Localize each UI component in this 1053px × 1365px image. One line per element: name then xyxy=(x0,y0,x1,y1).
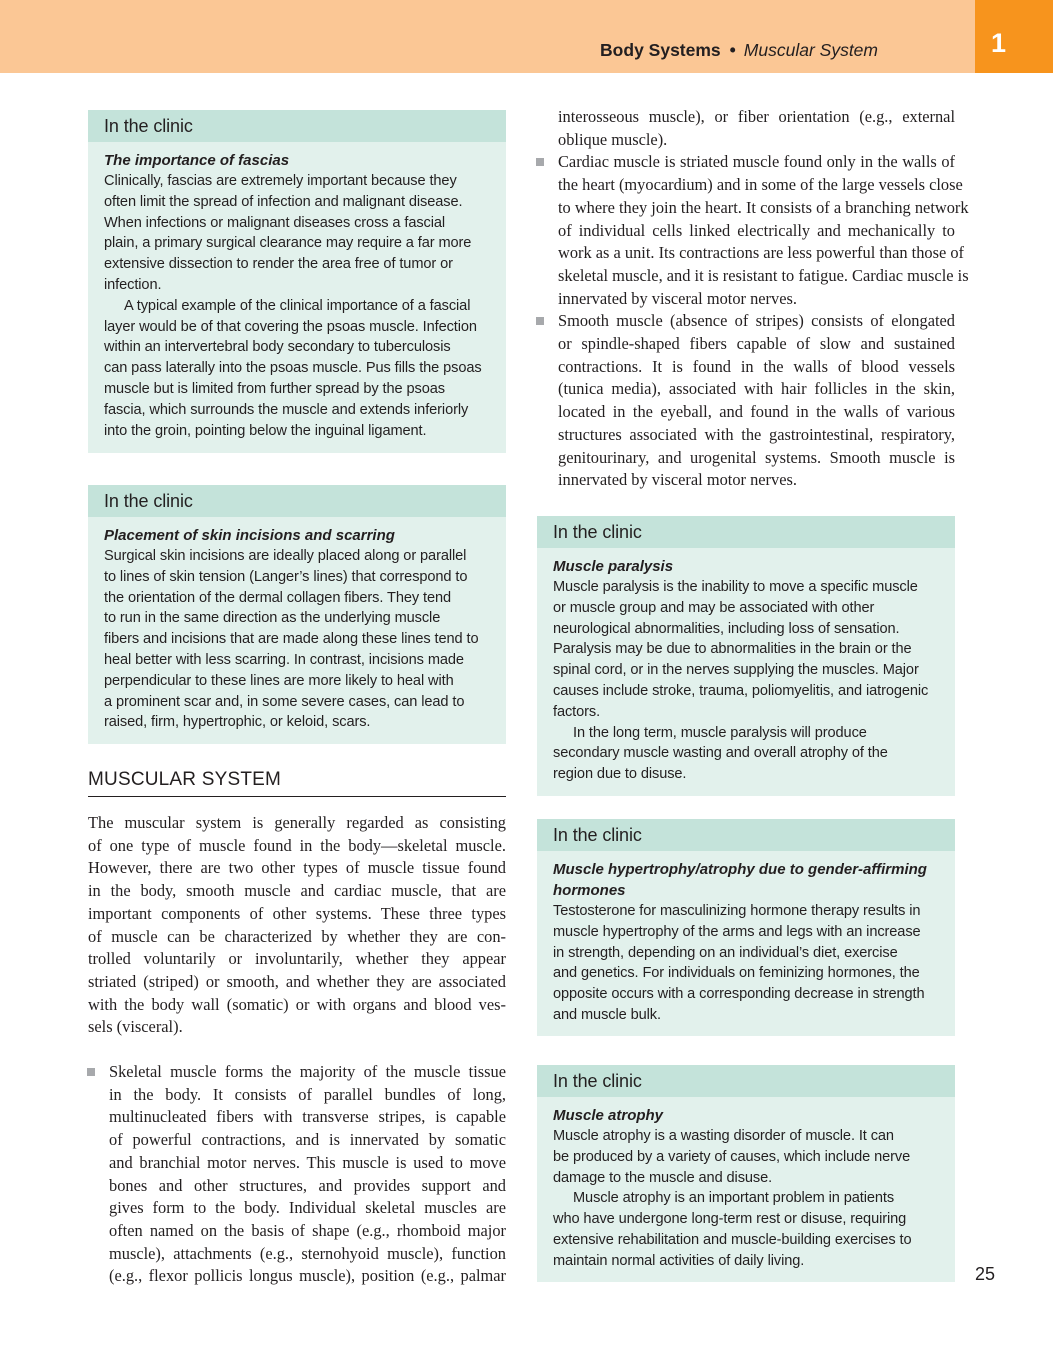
bullet-square-icon xyxy=(536,317,544,325)
text-line: In the long term, muscle paralysis will produce xyxy=(573,724,867,741)
text-line: structures associated with the gastrointestinal, respiratory, xyxy=(558,424,955,444)
text-line: can pass laterally into the psoas muscle. Pus fills the psoas xyxy=(104,360,482,377)
text-line: into the groin, pointing below the inguinal ligament. xyxy=(104,422,427,439)
running-header-section: Body Systems xyxy=(600,40,721,60)
clinic-box-body xyxy=(88,142,506,451)
clinic-box-heading: In the clinic xyxy=(537,516,955,548)
clinic-box-title: Muscle hypertrophy/atrophy due to gender-affirming xyxy=(553,861,927,878)
text-line: of individual cells linked electrically and mechanically to xyxy=(558,220,955,240)
text-line: neurological abnormalities, including loss of sensation. xyxy=(553,620,900,637)
clinic-box-title: hormones xyxy=(553,882,626,899)
text-line: often named on the basis of shape (e.g., rhomboid major xyxy=(109,1220,506,1240)
text-line: with the body wall (somatic) or with organs and blood ves- xyxy=(88,994,506,1014)
text-line: to where they join the heart. It consists of a branching network xyxy=(558,197,969,217)
text-line: who have undergone long-term rest or disuse, requiring xyxy=(553,1211,907,1228)
bullet-square-icon xyxy=(536,158,544,166)
text-line: multinucleated fibers with transverse stripes, is capable xyxy=(109,1107,506,1127)
text-line: Surgical skin incisions are ideally placed along or parallel xyxy=(104,548,467,564)
clinic-box-heading: In the clinic xyxy=(88,110,506,142)
text-line: within an intervertebral body secondary to tuberculosis xyxy=(104,339,451,356)
text-line: and genetics. For individuals on feminizing hormones, the xyxy=(553,965,920,982)
section-heading: MUSCULAR SYSTEM xyxy=(88,769,506,797)
text-line: in the body. It consists of parallel bundles of long, xyxy=(109,1084,506,1104)
text-line: Testosterone for masculinizing hormone therapy results in xyxy=(553,903,921,919)
text-line: Muscle paralysis is the inability to move a specific muscle xyxy=(553,579,918,595)
text-line: A typical example of the clinical importance of a fascial xyxy=(124,297,471,314)
clinic-box-body xyxy=(537,1097,955,1282)
bullet-square-icon xyxy=(87,1068,95,1076)
text-line: striated (striped) or smooth, and whether they are associated xyxy=(88,971,506,991)
text-line: a prominent scar and, in some severe cases, can lead to xyxy=(104,693,465,710)
text-line: interosseous muscle), or fiber orientation (e.g., external xyxy=(558,107,955,126)
text-line: factors. xyxy=(553,703,601,720)
text-line: the orientation of the dermal collagen fibers. They tend xyxy=(104,589,452,606)
list-item-cardiac-muscle xyxy=(558,151,969,310)
clinic-box-muscle-paralysis xyxy=(537,516,955,796)
text-line: However, there are two other types of muscle tissue found xyxy=(88,858,506,878)
text-line: often limit the spread of infection and malignant disease. xyxy=(104,193,463,210)
text-line: causes include stroke, trauma, poliomyelitis, and iatrogenic xyxy=(553,682,929,699)
text-line: and branchial motor nerves. This muscle is used to move xyxy=(109,1152,506,1172)
text-line: region due to disuse. xyxy=(553,766,687,783)
text-line: Muscle atrophy is an important problem in patients xyxy=(573,1190,895,1207)
text-line: damage to the muscle and disuse. xyxy=(553,1169,773,1186)
text-line: gives form to the body. Individual skeletal muscles are xyxy=(109,1198,506,1218)
text-line: opposite occurs with a corresponding decrease in strength xyxy=(553,986,925,1003)
clinic-box-body xyxy=(537,548,955,795)
text-line: heal better with less scarring. In contrast, incisions made xyxy=(104,651,464,668)
text-line: work as a unit. Its contractions are less powerful than those of xyxy=(558,243,965,263)
text-line: The muscular system is generally regarded as consisting xyxy=(88,813,506,832)
text-line: muscle hypertrophy of the arms and legs with an increase xyxy=(553,923,921,940)
text-line: secondary muscle wasting and overall atrophy of the xyxy=(553,745,888,762)
intro-paragraph xyxy=(88,812,506,1039)
text-line: be produced by a variety of causes, which include nerve xyxy=(553,1148,911,1165)
text-line: (tunica media), associated with hair follicles in the skin, xyxy=(558,379,955,399)
list-item-smooth-muscle xyxy=(558,310,955,492)
right-column-text xyxy=(558,106,969,492)
running-header xyxy=(600,40,878,64)
text-line: innervated by visceral motor nerves. xyxy=(558,470,797,490)
text-line: Smooth muscle (absence of stripes) consists of elongated xyxy=(558,311,955,331)
text-line: fascia, which surrounds the muscle and extends inferiorly xyxy=(104,401,469,418)
text-line: of one type of muscle found in the body—skeletal muscle. xyxy=(88,835,506,855)
text-line: or muscle group and may be associated with other xyxy=(553,599,875,616)
clinic-box-heading: In the clinic xyxy=(88,485,506,517)
clinic-box-muscle-atrophy xyxy=(537,1065,955,1282)
text-line: innervated by visceral motor nerves. xyxy=(558,288,797,308)
clinic-box-title: The importance of fascias xyxy=(104,152,290,169)
text-line: maintain normal activities of daily living. xyxy=(553,1252,805,1269)
text-line: raised, firm, hypertrophic, or keloid, scars. xyxy=(104,714,371,731)
text-line: muscle), attachments (e.g., sternohyoid muscle), function xyxy=(109,1243,506,1263)
text-line: trolled voluntarily or involuntarily, whether they appear xyxy=(88,949,506,969)
text-line: skeletal muscle, and it is resistant to fatigue. Cardiac muscle is xyxy=(558,265,969,285)
text-line: the heart (myocardium) and in some of the large vessels close xyxy=(558,175,963,195)
list-item xyxy=(109,1061,506,1288)
clinic-box-title: Muscle paralysis xyxy=(553,558,674,575)
clinic-box-skin-incisions xyxy=(88,485,506,744)
text-line: in strength, depending on an individual’s diet, exercise xyxy=(553,944,898,961)
clinic-box-title: Placement of skin incisions and scarring xyxy=(104,527,395,544)
page-number: 25 xyxy=(975,1264,996,1284)
text-line: spinal cord, or in the nerves supplying the muscles. Major xyxy=(553,662,919,679)
text-line: extensive dissection to render the area free of tumor or xyxy=(104,256,453,273)
clinic-box-fascias xyxy=(88,110,506,453)
text-line: layer would be of that covering the psoas muscle. Infection xyxy=(104,318,477,335)
bullet-skeletal-muscle xyxy=(109,1061,506,1288)
text-line: contractions. It is found in the walls of blood vessels xyxy=(558,356,955,376)
running-header-separator: • xyxy=(729,40,736,60)
text-line: sels (visceral). xyxy=(88,1017,183,1037)
clinic-box-hypertrophy-atrophy xyxy=(537,819,955,1036)
text-line: genitourinary, and urogenital systems. Smooth muscle is xyxy=(558,447,955,467)
text-line: muscle but is limited from further spread by the psoas xyxy=(104,380,445,397)
clinic-box-heading: In the clinic xyxy=(537,819,955,851)
text-line: located in the eyeball, and found in the walls of various xyxy=(558,402,955,422)
text-line: When infections or malignant diseases cross a fascial xyxy=(104,214,446,231)
text-line: fibers and incisions that are made along these lines tend to xyxy=(104,631,479,648)
clinic-box-body xyxy=(88,517,506,743)
text-line: of powerful contractions, and is innervated by somatic xyxy=(109,1130,506,1150)
text-line: and muscle bulk. xyxy=(553,1006,661,1023)
text-line: oblique muscle). xyxy=(558,129,668,149)
text-line: to run in the same direction as the underlying muscle xyxy=(104,610,441,627)
text-line: in the body, smooth muscle and cardiac muscle, that are xyxy=(88,881,506,901)
clinic-box-title: Muscle atrophy xyxy=(553,1107,664,1124)
text-line: of muscle can be characterized by whether they are con- xyxy=(88,926,506,946)
text-line: Skeletal muscle forms the majority of the muscle tissue xyxy=(109,1062,506,1081)
text-line: important components of other systems. These three types xyxy=(88,903,506,923)
text-line: bones and other structures, and provides support and xyxy=(109,1175,506,1195)
text-line: perpendicular to these lines are more likely to heal with xyxy=(104,672,454,689)
text-line: Cardiac muscle is striated muscle found only in the walls of xyxy=(558,152,955,172)
running-header-subsection: Muscular System xyxy=(743,40,878,60)
text-line: (e.g., flexor pollicis longus muscle), position (e.g., palmar xyxy=(109,1266,506,1286)
clinic-box-heading: In the clinic xyxy=(537,1065,955,1097)
text-line: or spindle-shaped fibers capable of slow and sustained xyxy=(558,334,955,354)
text-line: Clinically, fascias are extremely important because they xyxy=(104,173,457,189)
chapter-tab xyxy=(975,0,1053,73)
text-line: to lines of skin tension (Langer’s lines) that correspond to xyxy=(104,568,468,585)
page-header-band xyxy=(0,0,975,73)
text-line: Paralysis may be due to abnormalities in the brain or the xyxy=(553,641,912,658)
text-line: extensive rehabilitation and muscle-building exercises to xyxy=(553,1231,912,1248)
chapter-number: 1 xyxy=(991,28,1007,58)
text-line: Muscle atrophy is a wasting disorder of muscle. It can xyxy=(553,1128,894,1144)
clinic-box-body xyxy=(537,851,955,1036)
text-line: plain, a primary surgical clearance may require a far more xyxy=(104,235,472,252)
text-line: infection. xyxy=(104,276,162,293)
